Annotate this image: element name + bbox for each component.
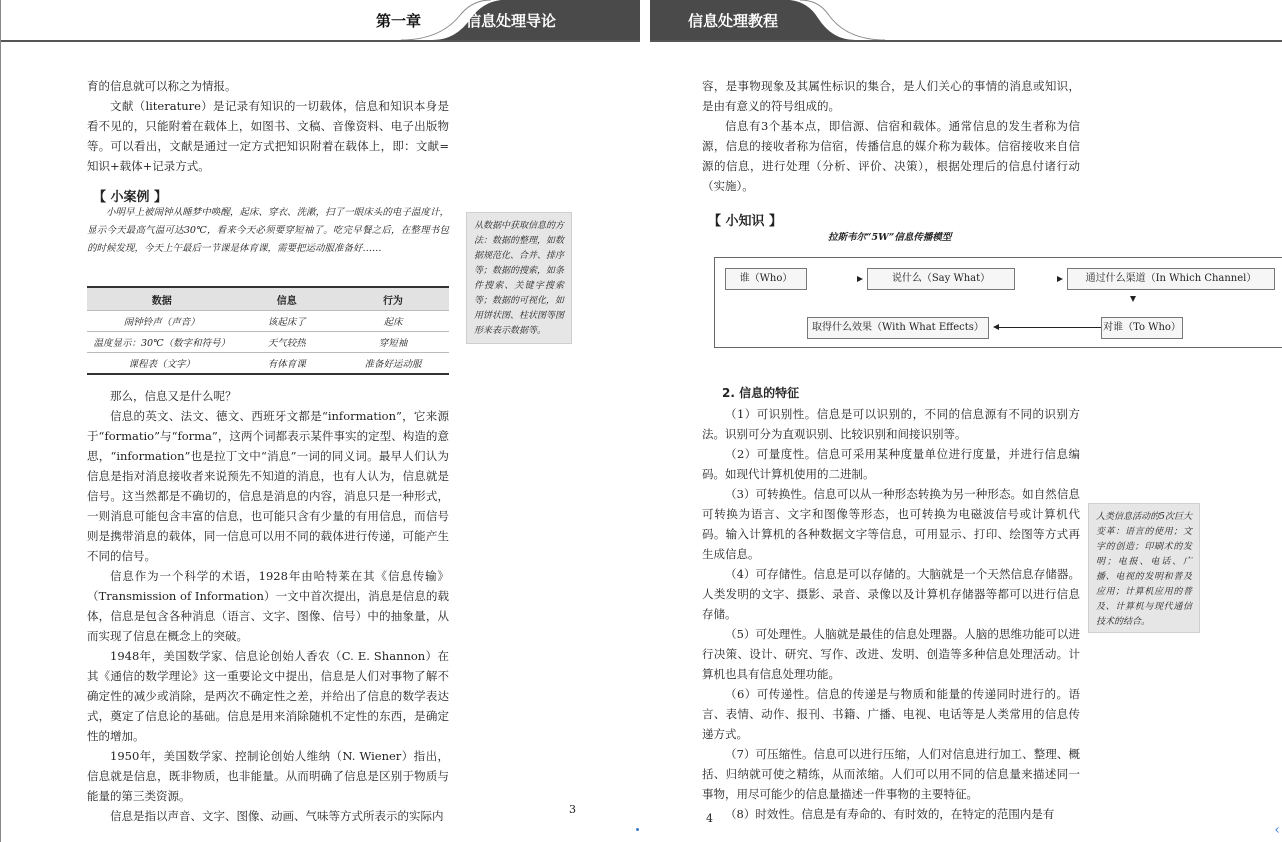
paragraph: 容，是事物现象及其属性标识的集合，是人们关心的事情的消息或知识，是由有意义的符号组成的。 <box>702 79 1080 113</box>
book-title: 信息处理教程 <box>688 12 779 30</box>
paragraph: 1950年，美国数学家、控制论创始人维纳（N. Wiener）指出，信息就是信息，既非物质，也非能量。从而明确了信息是区别于物质与能量的第三类资源。 <box>87 749 449 803</box>
knowledge-title: 【 小知识 】 <box>708 214 783 229</box>
feature-item: （5）可处理性。人脑就是最佳的信息处理器。人脑的思维功能可以进行决策、设计、研究、写作、改进、发明、创造等多种信息处理活动。计算机也具有信息处理功能。 <box>702 627 1080 681</box>
arrow-icon <box>1130 296 1136 302</box>
left-page-header <box>1 0 641 42</box>
sidebar-note: 从数据中获取信息的方法：数据的整理，如数据规范化、合并、排序等；数据的搜索，如条件搜索、关键字搜索等；数据的可视化，如用饼状图、柱状图等图形来表示数据等。 <box>466 212 572 344</box>
paragraph: 信息的英文、法文、德文、西班牙文都是“information”，它来源于“formatio”与“forma”，这两个词都表示某件事实的定型、构造的意思，“information”也是拉丁文中“消息”一词的同义词。最早人们认为信息是指对消息接收者来说预先不知道的消息，也有人认为，信息就是信号。这当然都是不确切的，信息是消息的内容，消息只是一种形式，一则消息可能包含丰富的信息，也可能只含有少量的有用信息，而信号则是携带消息的载体，同一信息可以用不同的载体进行传递，可能产生不同的信号。 <box>87 409 449 563</box>
feature-item: （3）可转换性。信息可以从一种形态转换为另一种形态。如自然信息可转换为语言、文字和图像等形态，也可转换为电磁波信号或计算机代码。输入计算机的各种数据文字等信息，可用显示、打印、绘图等方式再生成信息。 <box>702 487 1080 561</box>
case-text: 小明早上被闹钟从睡梦中唤醒，起床、穿衣、洗漱，扫了一眼床头的电子温度计，显示今天最高气温可达30℃，看来今天必须要穿短袖了。吃完早餐之后，在整理书包的时候发现，今天上午最后一节课是体育课，需要把运动服准备好…… <box>87 207 449 254</box>
table-header-action: 行为 <box>337 287 449 311</box>
paragraph: 那么，信息又是什么呢？ <box>110 389 237 403</box>
table-cell: 起床 <box>337 311 449 332</box>
feature-item: （7）可压缩性。信息可以进行压缩，人们对信息进行加工、整理、概括、归纳就可使之精练，从而浓缩。人们可以用不同的信息量来描述同一事物，用尽可能少的信息量描述一件事物的主要特征。 <box>702 747 1080 801</box>
table-header-info: 信息 <box>237 287 337 311</box>
page-gutter <box>640 0 650 842</box>
table-cell: 闹钟铃声（声音） <box>87 311 237 332</box>
paragraph: 信息作为一个科学的术语，1928年由哈特莱在其《信息传输》（Transmission of Information）一文中首次提出，消息是信息的载体，信息是包含各种消息（语言、文字、图像、信号）中的抽象量，从而实现了信息在概念上的突破。 <box>87 569 449 643</box>
table-row <box>87 311 449 332</box>
arrow-icon <box>1057 276 1063 282</box>
data-info-table <box>87 286 449 375</box>
diagram-box-say-what: 说什么（Say What） <box>867 268 1015 290</box>
table-row <box>87 353 449 375</box>
gutter-dot <box>636 828 639 831</box>
table-row <box>87 332 449 353</box>
arrow-line <box>999 327 1101 328</box>
table-cell: 穿短袖 <box>337 332 449 353</box>
table-cell: 该起床了 <box>237 311 337 332</box>
table-cell: 温度显示：30℃（数字和符号） <box>87 332 237 353</box>
paragraph: 1948年，美国数学家、信息论创始人香农（C. E. Shannon）在其《通信的数学理论》这一重要论文中提出，信息是人们对事物了解不确定性的减少或消除，是两次不确定性之差，并给出了信息的数学表达式，奠定了信息论的基础。信息是用来消除随机不定性的东西，是确定性的增加。 <box>87 649 449 743</box>
corner-arrow-icon[interactable]: ‹ <box>1274 822 1280 838</box>
table-cell: 有体育课 <box>237 353 337 375</box>
feature-item: （6）可传递性。信息的传递是与物质和能量的传递同时进行的。语言、表情、动作、报刊、书籍、广播、电视、电话等是人类常用的信息传递方式。 <box>702 687 1080 741</box>
feature-item: （2）可量度性。信息可采用某种度量单位进行度量，并进行信息编码。如现代计算机使用的二进制。 <box>702 447 1080 481</box>
paragraph: 文献（literature）是记录有知识的一切载体，信息和知识本身是看不见的，只能附着在载体上，如图书、文稿、音像资料、电子出版物等。可以看出，文献是通过一定方式把知识附着在载体上，即：文献=知识+载体+记录方式。 <box>87 99 449 173</box>
feature-item: （1）可识别性。信息是可以识别的，不同的信息源有不同的识别方法。识别可分为直观识别、比较识别和间接识别等。 <box>702 407 1080 441</box>
features-text-block <box>702 404 1080 824</box>
section-heading: 2. 信息的特征 <box>722 386 800 400</box>
main-text-block <box>87 386 449 826</box>
table-cell: 天气较热 <box>237 332 337 353</box>
paragraph: 育的信息就可以称之为情报。 <box>87 79 237 93</box>
chapter-label: 第一章 <box>376 12 422 30</box>
paragraph: 信息是指以声音、文字、图像、动画、气味等方式所表示的实际内 <box>110 809 444 823</box>
diagram-box-channel: 通过什么渠道（In Which Channel） <box>1067 268 1275 290</box>
arrow-icon <box>857 276 863 282</box>
diagram-box-who: 谁（Who） <box>725 268 807 290</box>
5w-model-diagram <box>714 257 1282 348</box>
right-page <box>650 0 1282 842</box>
diagram-box-to-who: 对谁（To Who） <box>1101 317 1183 339</box>
table-cell: 准备好运动服 <box>337 353 449 375</box>
case-title: 【 小案例 】 <box>93 190 168 205</box>
diagram-title: 拉斯韦尔“5W”信息传播模型 <box>828 232 952 243</box>
table-cell: 课程表（文字） <box>87 353 237 375</box>
top-text-block <box>702 76 1080 196</box>
table-header-data: 数据 <box>87 287 237 311</box>
chapter-title: 信息处理导论 <box>466 12 557 30</box>
diagram-box-effects: 取得什么效果（With What Effects） <box>807 317 989 339</box>
sidebar-note: 人类信息活动的5次巨大变革：语言的使用；文字的创造；印刷术的发明；电报、电话、广播、电视的发明和普及应用；计算机应用的普及、计算机与现代通信技术的结合。 <box>1088 503 1200 633</box>
arrow-icon <box>993 324 999 330</box>
right-page-header <box>650 0 1282 42</box>
page-number: 4 <box>706 812 713 825</box>
page-number: 3 <box>569 803 576 816</box>
feature-item: （4）可存储性。信息是可以存储的。大脑就是一个天然信息存储器。人类发明的文字、摄影、录音、录像以及计算机存储器等都可以进行信息存储。 <box>702 567 1080 621</box>
top-text-block <box>87 76 449 176</box>
paragraph: 信息有3个基本点，即信源、信宿和载体。通常信息的发生者称为信源，信息的接收者称为信宿，传播信息的媒介称为载体。信宿接收来自信源的信息，进行处理（分析、评价、决策），根据处理后的信息付诸行动（实施）。 <box>702 119 1080 193</box>
feature-item: （8）时效性。信息是有寿命的、有时效的，在特定的范围内是有 <box>725 807 1055 821</box>
